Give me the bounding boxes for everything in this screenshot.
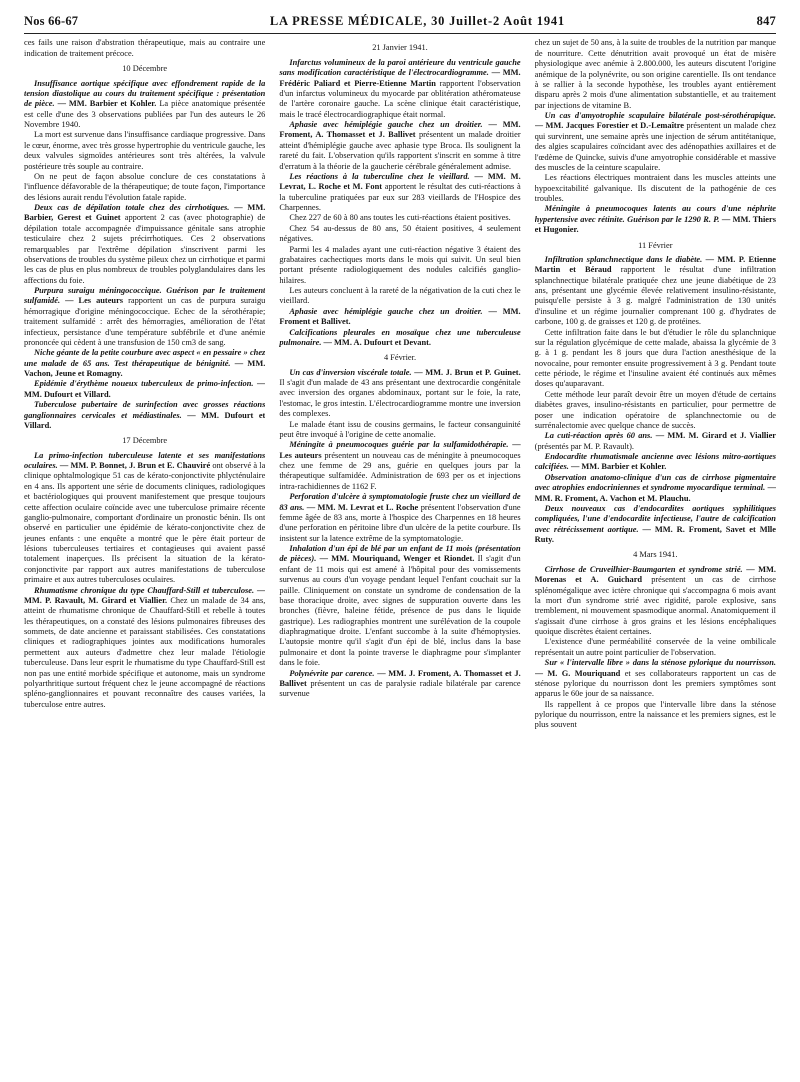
article-heading: Rhumatisme chronique du type Chauffard-Still et tuberculose. bbox=[34, 585, 255, 595]
article bbox=[24, 348, 265, 379]
article-text: La pièce anatomique présentée est celle d'une des 3 observations publiées par l'un des auteurs le 26 Novembre 1940. bbox=[24, 99, 266, 130]
column-left bbox=[24, 38, 265, 1073]
article-heading: La primo-infection tuberculeuse latente et ses manifestations oculaires. bbox=[24, 450, 266, 471]
article bbox=[535, 204, 776, 235]
article-authors: — Les auteurs bbox=[279, 440, 521, 460]
article-authors: — MM. Dufourt et Villard. bbox=[24, 410, 266, 430]
article bbox=[535, 431, 776, 452]
article-text: Il s'agit d'un enfant de 11 mois qui est amené à l'hôpital pour des vomissements survenus au cours d'un voyage pendant lequel l'enfant couchait sur la paille. Cliniquement on constate un syndrome de condensation de la base thoracique droite, avec signes de suppuration ouverte dans les bronches (fièvre, haleine fétide, présence de pus dans le liquide gastrique). Les radiographies montrent une surélévation de la coupole diaphragmatique droite. L'enfant succombe à la suite d'hémoptysies. L'autopsie montre qu'il s'agit d'un épi de blé, inclus dans la base pulmonaire et dont la pointe traverse le diaphragme pour s'implanter dans le foie. bbox=[279, 554, 521, 668]
article-text: (présentés par M. P. Ravault). bbox=[534, 441, 634, 451]
article-text: rapportent un cas de purpura suraigu hémorragique d'origine méningococcique. Echec de la sérothérapie; traitement sulfamidé : arrêt des hémorragies, amélioration de l'état infectieux, persistance d'une température subfébrile et d'une anémie prononcée qui cèdent à une transfusion de 150 cm3 de sang. bbox=[24, 296, 266, 347]
article bbox=[24, 286, 265, 348]
article-heading: Deux nouveaux cas d'endocardites aortiques syphilitiques compliquées, l'une d'endocardite infectieuse, l'autre de calcification avec rétrécissement aortique. bbox=[534, 503, 776, 534]
article-authors: — MM. M. Levrat, L. Roche et M. Font bbox=[279, 171, 521, 192]
article-heading: Méningite à pneumocoques latents au cours d'une néphrite hypertensive avec rétinite. Guérison par le 1290 R. P. bbox=[534, 204, 776, 224]
article bbox=[279, 120, 520, 172]
article-authors: — M. G. Mouriquand bbox=[534, 668, 621, 678]
article-text: ont observé à la clinique ophtalmologique 51 cas de kérato-conjonctivite phlycténulaire en 4 ans. Ils apportent une série de documents cliniques, radiologiques et bactériologiques qui prouvent manifestement que presque toujours cette affection oculaire coïncide avec une tuberculose primaire récente ganglio-pulmonaire, comportant d'ordinaire un pronostic bénin. Ils ont observé en particulier une épidémie de kérato-conjonctivite chez de jeunes enfants : une enquête a montré que le père était porteur de lésions tuberculeuses tertiaires et contagieuses qui avaient passé totalement inaperçues. Ils précisent la situation de la kérato-conjonctivite par rapport aux autres manifestations de tuberculose primaire et aux autres tuberculoses oculaires. bbox=[24, 461, 266, 585]
article bbox=[279, 368, 520, 420]
article-heading: Infarctus volumineux de la paroi antérieure du ventricule gauche sans modification caractéristique de l'électrocardiogramme. bbox=[279, 57, 521, 78]
issue-number: Nos 66-67 bbox=[24, 14, 79, 28]
article-text: Il s'agit d'un malade de 43 ans présentant une dextrocardie congénitale avec inversion des organes abdominaux, portant sur le foie, la rate, l'estomac, le gros intestin. L'électrocardiogramme montre une inversion des complexes. bbox=[279, 378, 521, 419]
article-text: et ses collaborateurs rapportent un cas de sténose pylorique du nourrisson dont les premiers symptômes sont apparus le 60e jour de sa naissance. bbox=[534, 668, 776, 699]
article-text: présentent un nouveau cas de méningite à pneumocoques chez une femme de 29 ans, guérie en quelques jours par la thérapeutique sulfamidée. Administration de 693 per os et injections intra-rachidiennes de 1162 F. bbox=[279, 450, 521, 491]
article-authors: — MM. M. Levrat et L. Roche bbox=[306, 502, 419, 512]
session-date: 21 Janvier 1941. bbox=[372, 43, 428, 53]
article-authors: — MM. Morenas et A. Guichard bbox=[534, 564, 776, 585]
article-authors: — MM. M. Girard et J. Viallier bbox=[655, 431, 776, 441]
session-date: 17 Décembre bbox=[122, 436, 168, 446]
paragraph: chez un sujet de 50 ans, à la suite de troubles de la nutrition par manque de nourriture. Cette dénutrition avait provoqué un état de misère physiologique avec anémie à 2.800.000, les auteurs discutent l'origine anémique de la polynévrite, ou son origine carentielle. Ils ont tendance à se rallier à la seconde hypothèse, les troubles ayant entièrement disparu après 2 mois d'une alimentation substantielle, et au traitement par injections de vitamine B. bbox=[534, 38, 776, 110]
session-date: 4 Mars 1941. bbox=[633, 550, 678, 560]
article-heading: Un cas d'amyotrophie scapulaire bilatérale post-sérothérapique. bbox=[544, 111, 776, 121]
paragraph: L'existence d'une perméabilité conservée de la veine ombilicale représentait un autre point particulier de l'observation. bbox=[534, 637, 776, 657]
article bbox=[535, 565, 776, 638]
article-heading: Aphasie avec hémiplégie gauche chez un droitier. bbox=[289, 120, 483, 130]
article-authors: — MM. Froment et Ballivet. bbox=[279, 306, 521, 327]
paragraph: La mort est survenue dans l'insuffisance cardiaque progressive. Dans le cœur, énorme, avec très grosse hypertrophie du ventricule gauche, les deux valvules sigmoïdes antérieures sont très altérées, la valvule postérieure très souple au contraire. bbox=[24, 130, 266, 171]
article-authors: — MM. J. Brun et P. Guinet. bbox=[414, 367, 521, 377]
article bbox=[535, 452, 776, 473]
article-heading: Méningite à pneumocoques guérie par la sulfamidothérapie. bbox=[289, 440, 509, 450]
article-text: présentent l'observation d'une femme âgée de 83 ans, morte à l'hospice des Charpennes en 18 heures d'une perforation en péritoine libre d'un ulcère de la petite courbure. Ils insistent sur la latence extrême de la symptomatologie. bbox=[279, 502, 521, 543]
text-columns bbox=[24, 38, 776, 1073]
article bbox=[279, 307, 520, 328]
paragraph: Cette infiltration faite dans le but d'étudier le rôle du splanchnique sur la régulation glycémique de cette malade, abaissa la glycémie de 3 g. à 1 g. pendant les 8 jours que dura l'action anesthésique de la novocaïne, pour remonter ensuite progressivement à 3 g. Pendant toute cette période, le régime et l'insuline avaient été continués aux mêmes doses qu'auparavant. bbox=[534, 327, 776, 389]
article-text: apportent 2 cas (avec photographie) de dépilation totale accompagnée d'impuissance génitale sans atrophie testiculaire chez 2 sujets précirrhotiques. Ces 2 observations remarquables par l'extrême dépilation s'inscrivent parmi les observations de troubles du système pileux chez un cirrhotique et parmi les cas de plus en plus nombreux de troubles polyglandulaires dans les affections du foie. bbox=[24, 213, 266, 285]
article-authors: — MM. P. Ravault, M. Girard et Viallier. bbox=[24, 585, 266, 605]
article-authors: — MM. R. Froment, Savet et Mlle Ruty. bbox=[534, 524, 776, 545]
article-heading: Tuberculose pubertaire de surinfection avec grosses réactions ganglionnaires cervicales et médiastinales. bbox=[24, 400, 266, 420]
article bbox=[24, 586, 265, 711]
article-heading: Niche géante de la petite courbure avec aspect « en pessaire » chez une malade de 65 ans. Test thérapeutique de bénignité. bbox=[24, 348, 266, 368]
article-authors: — MM. Barbier et Kohler. bbox=[57, 99, 157, 109]
article-heading: Un cas d'inversion viscérale totale. bbox=[289, 367, 412, 377]
issue-date: 30 Juillet-2 Août 1941 bbox=[431, 14, 565, 28]
article bbox=[279, 492, 520, 544]
article bbox=[279, 328, 520, 349]
article-authors: — MM. P. Etienne Martin et Béraud bbox=[534, 254, 776, 275]
article-authors: — MM. P. Bonnet, J. Brun et E. Chauviré bbox=[59, 461, 211, 471]
article-authors: — MM. Barbier, Gerest et Guinet bbox=[24, 203, 266, 223]
paragraph: Les réactions électriques montraient dans les muscles atteints une hypoexcitabilité galvanique. Ils discutent de la pathogénie de ces troubles. bbox=[534, 173, 776, 204]
article-heading: Perforation d'ulcère à symptomatologie fruste chez un vieillard de 83 ans. bbox=[279, 492, 521, 512]
article-heading: Infiltration splanchnectique dans le diabète. bbox=[544, 254, 703, 264]
article-authors: — MM. A. Dufourt et Devant. bbox=[323, 337, 432, 347]
paragraph: Cette méthode leur paraît devoir être un moyen d'étude de certains diabètes graves, insulino-résistants en particulier, pour permettre de poser une indication opératoire de splanchnectomie ou de surrénalectomie avec quelque chance de succès. bbox=[534, 389, 776, 430]
page-number: 847 bbox=[756, 14, 776, 28]
article bbox=[535, 111, 776, 173]
column-middle bbox=[279, 38, 520, 1073]
paragraph: Ils rappellent à ce propos que l'intervalle libre dans la sténose pylorique du nourrisson, entre la naissance et les premiers signes, est le plus souvent bbox=[534, 699, 776, 730]
article-authors: — Les auteurs bbox=[65, 296, 124, 306]
article bbox=[24, 379, 265, 400]
article-heading: Inhalation d'un épi de blé par un enfant de 11 mois (présentation de pièces). bbox=[279, 544, 521, 564]
paragraph: ces fails une raison d'abstration thérapeutique, mais au contraire une indication de traitement précoce. bbox=[24, 38, 266, 58]
article bbox=[279, 58, 520, 120]
session-date: 4 Février. bbox=[383, 353, 417, 363]
article bbox=[535, 658, 776, 700]
article-authors: — MM. Froment, A. Thomasset et J. Ballivet bbox=[279, 120, 521, 140]
article bbox=[279, 544, 520, 669]
paragraph: Les auteurs concluent à la rareté de la négativation de la cuti chez le vieillard. bbox=[279, 286, 521, 306]
session-date: 10 Décembre bbox=[122, 64, 168, 74]
article-authors: — MM. Frédéric Paliard et Pierre-Etienne Martin bbox=[279, 68, 521, 88]
article-authors: — MM. Thiers et Hugonier. bbox=[534, 214, 776, 235]
article-text: Chez un malade de 34 ans, atteint de rhumatisme chronique de Chauffard-Still et rebelle à toutes les thérapeutiques, on a constaté des lésions pulmonaires fibreuses des sommets, de date ancienne et paraissant stabilisées. Ces constatations cliniques et radiographiques jointes aux modifications humorales permettent aux auteurs d'admettre chez leur malade l'étiologie tuberculeuse. Dans leur esprit le rhumatisme du type Chauffard-Still est non pas une entité morbide spécifique et autonome, mais un syndrome polyarthritique surtout fréquent chez le jeune accompagné de réactions spléno-ganglionnaires et pouvant reconnaître des causes variées, la tuberculose entre autres. bbox=[24, 595, 266, 709]
paragraph: Chez 227 de 60 à 80 ans toutes les cuti-réactions étaient positives. bbox=[289, 213, 511, 223]
article-heading: Epidémie d'érythème noueux tuberculeux de primo-infection. bbox=[34, 379, 254, 389]
article-heading: Les réactions à la tuberculine chez le vieillard. bbox=[289, 171, 470, 181]
paragraph: Parmi les 4 malades ayant une cuti-réaction négative 3 étaient des grabataires cachectiques morts dans le mois qui suivit. Un seul bien portant présente radiologiquement des nodules calcifiés ganglio-hilaires. bbox=[279, 244, 521, 285]
article-text: apportent le résultat des cuti-réactions à la tuberculine pratiquées par eux sur 283 vieillards de l'Hospice des Charpennes. bbox=[279, 182, 521, 213]
article bbox=[24, 400, 265, 431]
article-heading: Endocardite rhumatismale ancienne avec lésions mitro-aortiques calcifiées. bbox=[534, 452, 776, 472]
article-text: présentent un malade droitier atteint d'hémiplégie gauche avec aphasie type Broca. Ils soulignent la rareté du fait. L'observation qu'ils rapportent s'inscrit en somme à titre d'erratum à la théorie de la gaucherie cérébrale généralement admise. bbox=[279, 130, 521, 171]
article-authors: — MM. R. Froment, A. Vachon et M. Plauchu. bbox=[534, 483, 776, 503]
article bbox=[535, 504, 776, 546]
article-heading: Aphasie avec hémiplégie gauche chez un droitier. bbox=[289, 306, 483, 316]
article-heading: Deux cas de dépilation totale chez des cirrhotiques. bbox=[34, 203, 230, 213]
paragraph: Le malade étant issu de cousins germains, le facteur consanguinité peut être invoqué à l'origine de cette anomalie. bbox=[279, 419, 521, 439]
article bbox=[24, 451, 265, 586]
column-right bbox=[535, 38, 776, 1073]
article-authors: — MM. Dufourt et Villard. bbox=[24, 379, 266, 399]
article bbox=[279, 440, 520, 492]
paragraph: On ne peut de façon absolue conclure de ces constatations à l'influence défavorable de la thérapeutique; de toute façon, l'importance des lésions aurait rendu l'évolution fatale rapide. bbox=[24, 171, 266, 202]
article bbox=[535, 255, 776, 328]
article-text: rapportent le résultat d'une infiltration splanchnectique bilatérale pratiquée chez une jeune diabétique de 23 ans, présentant une glycémie élevée relativement insulino-résistante, puisqu'elle persiste à 3 g. malgré l'administration de 130 unités d'insuline et un régime journalier comprenant 100 g. d'hydrates de carbone, 100 g. de graisses et 120 g. de protéines. bbox=[534, 265, 776, 327]
article bbox=[24, 203, 265, 286]
article-heading: Polynévrite par carence. bbox=[289, 668, 375, 678]
article-heading: Sur « l'intervalle libre » dans la sténose pylorique du nourrisson. bbox=[544, 658, 776, 668]
page-header bbox=[24, 14, 776, 34]
article-heading: Calcifications pleurales en mosaïque chez une tuberculeuse pulmonaire. bbox=[279, 327, 521, 347]
article-heading: La cuti-réaction après 60 ans. bbox=[544, 431, 653, 441]
article bbox=[279, 669, 520, 700]
article-text: présentent un cas de cirrhose splénomégalique avec ictère chronique qui s'accompagna 6 mois avant la mort d'un syndrome strié avec rigidité, parole explosive, sans tremblement, ni mouvement spasmodique anormal. Anatomiquement il s'agissait d'une cirrhose à gros grains et les lésions encéphaliques quoique discrètes étaient certaines. bbox=[534, 575, 776, 637]
article-authors: — MM. Barbier et Kohler. bbox=[570, 462, 667, 472]
article bbox=[535, 473, 776, 504]
header-title bbox=[270, 14, 565, 29]
article-text: présentent un malade chez qui survinrent, une semaine après une injection de sérum antitétanique, des algies scapulaires coïncidant avec des adénopathies axillaires et de l'œdème de Quincke, suivis d'une amyotrophie considérable et massive des muscles de la ceinture scapulaire. bbox=[534, 121, 776, 172]
article-authors: — MM. Vachon, Jeune et Romagny. bbox=[24, 358, 266, 379]
article-heading: Cirrhose de Cruveilhier-Baumgarten et syndrome strié. bbox=[544, 564, 743, 574]
article-text: présentent un cas de paralysie radiale bilatérale par carence survenue bbox=[279, 678, 521, 699]
article-authors: — MM. Mouriquand, Wenger et Riondet. bbox=[319, 554, 475, 564]
article bbox=[279, 172, 520, 214]
article-text: rapportent l'observation d'un infarctus volumineux du myocarde par oblitération athéromateuse de l'artère coronaire gauche. La scène clinique était caractéristique, mais le tracé électrocardiographique était normal. bbox=[279, 78, 521, 119]
journal-name: LA PRESSE MÉDICALE, bbox=[269, 14, 428, 28]
article bbox=[24, 79, 265, 131]
article-authors: — MM. Jacques Forestier et D.-Lemaître bbox=[534, 121, 684, 131]
paragraph: Chez 54 au-dessus de 80 ans, 50 étaient positives, 4 seulement négatives. bbox=[279, 223, 521, 244]
session-date: 11 Février bbox=[638, 240, 673, 250]
article-heading: Purpura suraigu méningococcique. Guérison par le traitement sulfamidé. bbox=[24, 286, 266, 306]
article-heading: Observation anatomo-clinique d'un cas de cirrhose pigmentaire avec atrophies endocriniennes et syndrome myocardique terminal. bbox=[534, 472, 776, 493]
article-heading: Insuffisance aortique spécifique avec effondrement rapide de la tension diastolique au cours du traitement spécifique : présentation de pièce. bbox=[24, 78, 266, 109]
article-authors: — MM. J. Froment, A. Thomasset et J. Ballivet bbox=[279, 668, 521, 688]
